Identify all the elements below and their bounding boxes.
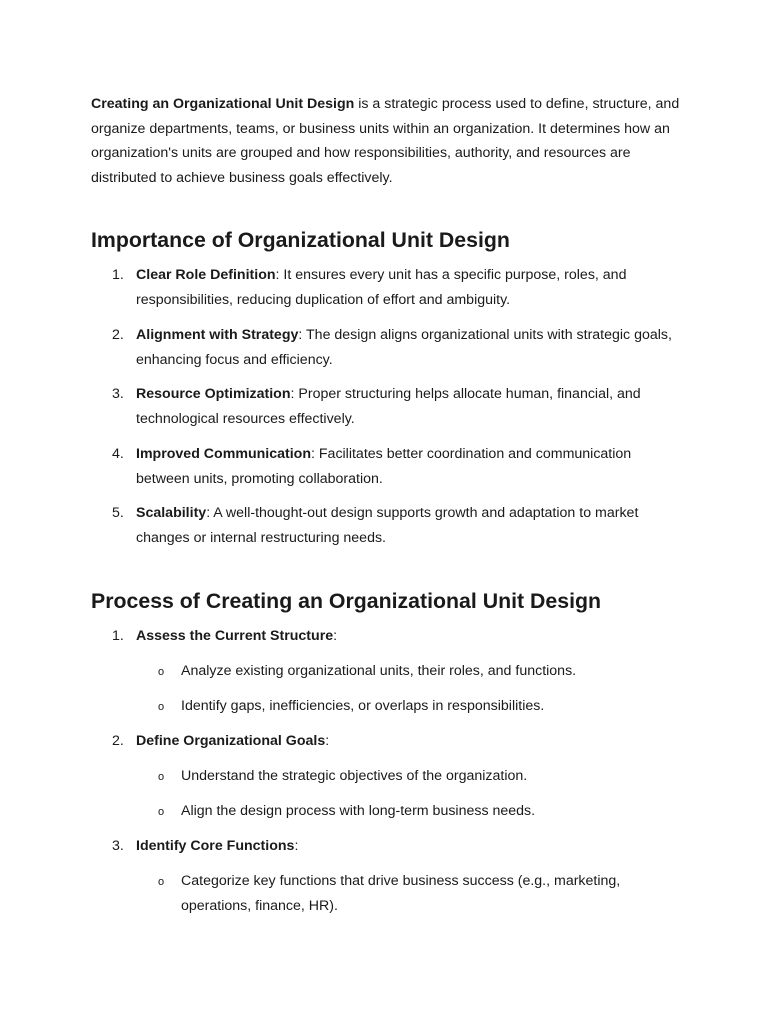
importance-item (112, 382, 672, 431)
item-term: Improved Communication (136, 446, 311, 462)
sub-bullet-item (158, 764, 658, 789)
step-term: Assess the Current Structure (136, 628, 334, 644)
item-term: Scalability (136, 505, 207, 521)
step-number: 2. (112, 733, 124, 749)
item-text: : The design aligns organizational units with strategic goals, enhancing focus and efficiency. (136, 327, 672, 368)
process-step (112, 624, 672, 649)
step-text: : (333, 628, 338, 644)
intro-term: Creating an Organizational Unit Design (91, 96, 355, 112)
step-number: 1. (112, 628, 124, 644)
item-text: : Proper structuring helps allocate human, financial, and technological resources effectively. (136, 386, 641, 427)
sub-item-text: Identify gaps, inefficiencies, or overlaps in responsibilities. (181, 698, 545, 714)
item-number: 4. (112, 446, 124, 462)
hollow-bullet-icon: o (158, 771, 165, 783)
hollow-bullet-icon: o (158, 806, 165, 818)
importance-item (112, 442, 672, 491)
item-term: Clear Role Definition (136, 267, 276, 283)
intro-text: is a strategic process used to define, structure, and organize departments, teams, or business units within an organization. It determines how an organization's units are grouped and how responsibilities, authority, and resources are distributed to achieve business goals effectively. (91, 96, 680, 187)
sub-item-text: Align the design process with long-term business needs. (181, 803, 536, 819)
process-step (112, 729, 672, 754)
item-text: : Facilitates better coordination and communication between units, promoting collaboration. (136, 446, 632, 487)
hollow-bullet-icon: o (158, 666, 165, 678)
step-term: Define Organizational Goals (136, 733, 326, 749)
item-text: : A well-thought-out design supports growth and adaptation to market changes or internal restructuring needs. (136, 505, 639, 546)
sub-bullet-item (158, 694, 658, 719)
item-number: 2. (112, 327, 124, 343)
process-heading: Process of Creating an Organizational Unit Design (91, 589, 602, 613)
sub-bullet-item (158, 659, 658, 684)
importance-heading: Importance of Organizational Unit Design (91, 228, 510, 252)
item-text: : It ensures every unit has a specific purpose, roles, and responsibilities, reducing duplication of effort and ambiguity. (136, 267, 627, 308)
step-term: Identify Core Functions (136, 838, 295, 854)
intro-paragraph (91, 92, 691, 191)
item-term: Resource Optimization (136, 386, 291, 402)
item-number: 3. (112, 386, 124, 402)
sub-item-text: Analyze existing organizational units, their roles, and functions. (181, 663, 577, 679)
importance-item (112, 323, 672, 372)
item-number: 5. (112, 505, 124, 521)
step-text: : (325, 733, 330, 749)
sub-item-text: Categorize key functions that drive business success (e.g., marketing, operations, finance, HR). (181, 873, 621, 914)
step-number: 3. (112, 838, 124, 854)
hollow-bullet-icon: o (158, 876, 165, 888)
sub-bullet-item (158, 869, 658, 918)
hollow-bullet-icon: o (158, 701, 165, 713)
importance-item (112, 263, 672, 312)
step-text: : (294, 838, 299, 854)
process-step (112, 834, 672, 859)
sub-bullet-item (158, 799, 658, 824)
item-term: Alignment with Strategy (136, 327, 299, 343)
sub-item-text: Understand the strategic objectives of the organization. (181, 768, 528, 784)
importance-item (112, 501, 672, 550)
item-number: 1. (112, 267, 124, 283)
